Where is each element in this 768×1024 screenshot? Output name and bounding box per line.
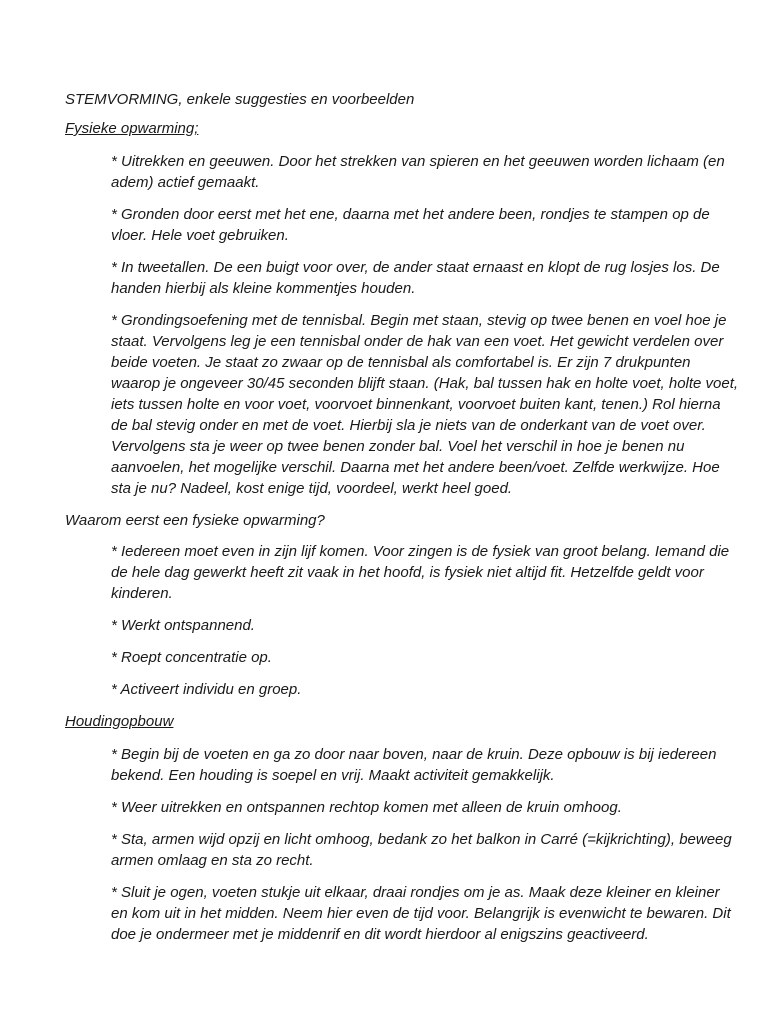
list-item: * Weer uitrekken en ontspannen rechtop komen met alleen de kruin omhoog. (111, 799, 622, 816)
list-item: * Sluit je ogen, voeten stukje uit elkaar, draai rondjes om je as. Maak deze kleiner en kleiner en kom uit in het midden. Neem hier even de tijd voor. Belangrijk is evenwicht te bewaren. Dit doe je ondermeer met je middenrif en dit wordt hierdoor al enigszins geactiveerd. (111, 884, 731, 943)
list-item: * In tweetallen. De een buigt voor over, de ander staat ernaast en klopt de rug losjes los. De handen hierbij als kleine kommentjes houden. (111, 259, 720, 297)
list-item: * Werkt ontspannend. (111, 617, 255, 634)
document-page (65, 89, 740, 956)
list-item: * Iedereen moet even in zijn lijf komen. Voor zingen is de fysiek van groot belang. Iemand die de hele dag gewerkt heeft zit vaak in het hoofd, is fysiek niet altijd fit. Hetzelfde geldt voor kinderen. (111, 543, 730, 602)
list-item: * Activeert individu en groep. (111, 681, 302, 698)
list-item: * Roept concentratie op. (111, 649, 272, 666)
list-item: * Gronden door eerst met het ene, daarna met het andere been, rondjes te stampen op de vloer. Hele voet gebruiken. (111, 206, 710, 244)
section-heading-waarom: Waarom eerst een fysieke opwarming? (65, 512, 325, 529)
list-item: * Uitrekken en geeuwen. Door het strekken van spieren en het geeuwen worden lichaam (en adem) actief gemaakt. (111, 153, 725, 191)
section-heading-houdingopbouw: Houdingopbouw (65, 713, 174, 730)
list-item: * Begin bij de voeten en ga zo door naar boven, naar de kruin. Deze opbouw is bij iedereen bekend. Een houding is soepel en vrij. Maakt activiteit gemakkelijk. (111, 746, 717, 784)
document-title: STEMVORMING, enkele suggesties en voorbeelden (65, 91, 415, 108)
list-item: * Sta, armen wijd opzij en licht omhoog, bedank zo het balkon in Carré (=kijkrichting), beweeg armen omlaag en sta zo recht. (111, 831, 732, 869)
section-heading-fysieke-opwarming: Fysieke opwarming; (65, 120, 199, 137)
list-item: * Grondingsoefening met de tennisbal. Begin met staan, stevig op twee benen en voel hoe je staat. Vervolgens leg je een tennisbal onder de hak van een voet. Het gewicht verdelen over beide voeten. Je staat zo zwaar op de tennisbal als comfortabel is. Er zijn 7 drukpunten waarop je ongeveer 30/45 seconden blijft staan. (Hak, bal tussen hak en holte voet, holte voet, iets tussen holte en voor voet, voorvoet binnenkant, voorvoet buiten kant, tenen.) Rol hierna de bal stevig onder en met de voet. Hierbij sla je niets van de onderkant van de voet over. Vervolgens sta je weer op twee benen zonder bal. Voel het verschil in hoe je benen nu aanvoelen, het mogelijke verschil. Daarna met het andere been/voet. Zelfde werkwijze. Hoe sta je nu? Nadeel, kost enige tijd, voordeel, werkt heel goed. (111, 312, 739, 497)
